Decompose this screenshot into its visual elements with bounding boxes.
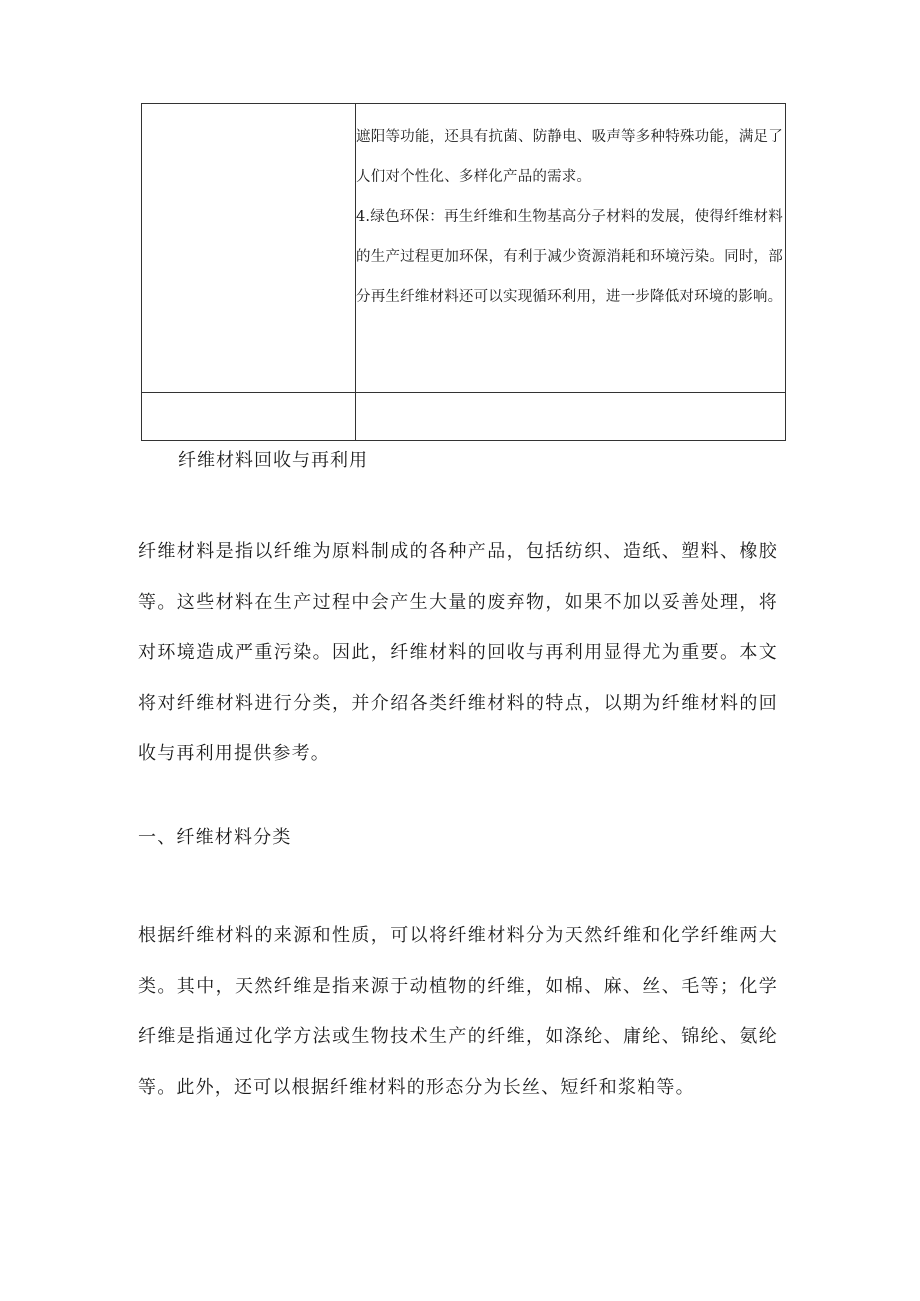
intro-paragraph: 纤维材料是指以纤维为原料制成的各种产品，包括纺织、造纸、塑料、橡胶等。这些材料在生产过程中会产生大量的废弃物，如果不加以妥善处理，将对环境造成严重污染。因此，纤维材料的回收与再利用显得尤为重要。本文将对纤维材料进行分类，并介绍各类纤维材料的特点，以期为纤维材料的回收与再利用提供参考。 [138, 541, 778, 764]
table-cell-text [356, 104, 786, 393]
table-row [142, 104, 786, 393]
table-cell-empty [356, 393, 786, 441]
cell-paragraph-green: 4.绿色环保：再生纤维和生物基高分子材料的发展，使得纤维材料的生产过程更加环保，有利于减少资源消耗和环境污染。同时，部分再生纤维材料还可以实现循环利用，进一步降低对环境的影响。 [356, 209, 783, 305]
table-cell-empty [142, 104, 356, 393]
table-row [142, 393, 786, 441]
cell-paragraph-functions: 遮阳等功能，还具有抗菌、防静电、吸声等多种特殊功能，满足了人们对个性化、多样化产品的需求。 [356, 129, 783, 185]
content-table [141, 103, 786, 441]
document-caption: 纤维材料回收与再利用 [178, 450, 368, 471]
table-cell-empty [142, 393, 356, 441]
section-heading: 一、纤维材料分类 [138, 827, 292, 848]
section-paragraph: 根据纤维材料的来源和性质，可以将纤维材料分为天然纤维和化学纤维两大类。其中，天然纤维是指来源于动植物的纤维，如棉、麻、丝、毛等；化学纤维是指通过化学方法或生物技术生产的纤维，如涤纶、庸纶、锦纶、氨纶等。此外，还可以根据纤维材料的形态分为长丝、短纤和浆粕等。 [138, 925, 778, 1098]
